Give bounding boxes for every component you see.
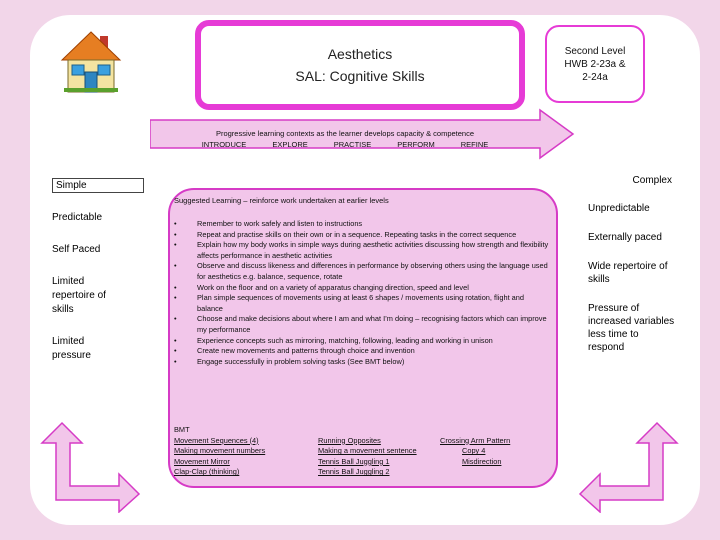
learning-list xyxy=(172,219,550,367)
simple-title: Simple xyxy=(52,178,144,193)
up-down-arrow-icon xyxy=(572,418,682,513)
list-item: • Plan simple sequences of movements using at least 6 shapes / movements using rotation, flight and balance xyxy=(172,293,550,314)
list-item: • Work on the floor and on a variety of apparatus changing direction, speed and level xyxy=(172,283,550,294)
stage-introduce: INTRODUCE xyxy=(201,140,247,149)
bmt-link[interactable]: Crossing Arm Pattern xyxy=(440,435,511,445)
progression-caption: Progressive learning contexts as the learner develops capacity & competence xyxy=(215,129,475,138)
complex-item: Wide repertoire of skills xyxy=(588,261,668,285)
list-item: • Observe and discuss likeness and differences in performance by observing others using the language used for aesthetics e.g. balance, sequence, rotate xyxy=(172,261,550,282)
home-icon[interactable] xyxy=(60,30,122,94)
level-line-3: 2-24a xyxy=(582,71,608,83)
stage-perform: PERFORM xyxy=(397,140,435,149)
bmt-link[interactable]: Tennis Ball Juggling 1 xyxy=(318,456,390,466)
simple-item: Predictable xyxy=(52,212,103,223)
complex-item: Pressure of increased variables less time to respond xyxy=(588,303,675,353)
bmt-link[interactable]: Misdirection xyxy=(462,456,502,466)
list-item: • Create new movements and patterns through choice and invention xyxy=(172,346,550,357)
up-down-arrow-icon xyxy=(37,418,147,513)
bmt-link[interactable]: Making movement numbers xyxy=(174,446,266,456)
level-box xyxy=(545,25,645,103)
list-item: • Engage successfully in problem solving tasks (See BMT below) xyxy=(172,357,550,368)
list-item: • Remember to work safely and listen to instructions xyxy=(172,219,550,230)
level-line-1: Second Level xyxy=(564,45,626,57)
list-item: • Choose and make decisions about where I am and what I’m doing – recognising factors which can improve my performance xyxy=(172,314,550,335)
bmt-link[interactable]: Clap-Clap (thinking) xyxy=(174,467,240,477)
complex-item: Externally paced xyxy=(588,232,662,243)
list-item: • Experience concepts such as mirroring, matching, following, leading and working in unison xyxy=(172,336,550,347)
complex-column xyxy=(582,175,682,354)
bmt-link[interactable]: Running Opposites xyxy=(318,435,381,445)
list-item: • Explain how my body works in simple ways during aesthetic activities discussing how strength and flexibility affects performance in aesthetic activities xyxy=(172,240,550,261)
title-line-2: SAL: Cognitive Skills xyxy=(295,68,425,84)
stage-explore: EXPLORE xyxy=(272,140,308,149)
bmt-link[interactable]: Copy 4 xyxy=(462,446,486,456)
complex-item: Unpredictable xyxy=(588,203,650,214)
simple-item: Limited repertoire of skills xyxy=(52,276,106,315)
simple-column xyxy=(52,178,162,363)
complex-title: Complex xyxy=(632,175,672,186)
bmt-link[interactable]: Movement Sequences (4) xyxy=(174,435,259,445)
bmt-title: BMT xyxy=(174,425,190,434)
bmt-section xyxy=(174,425,511,477)
suggested-learning-title: Suggested Learning – reinforce work undertaken at earlier levels xyxy=(174,196,389,205)
list-item: • Repeat and practise skills on their own or in a sequence. Repeating tasks in the correct sequence xyxy=(172,230,550,241)
bmt-link[interactable]: Movement Mirror xyxy=(174,456,230,466)
progression-text xyxy=(160,128,530,150)
title-box xyxy=(195,20,525,110)
simple-item: Limited pressure xyxy=(52,336,91,361)
title-line-1: Aesthetics xyxy=(327,46,393,62)
simple-item: Self Paced xyxy=(52,244,101,255)
stage-practise: PRACTISE xyxy=(333,140,372,149)
level-line-2: HWB 2-23a & xyxy=(564,58,626,70)
stage-refine: REFINE xyxy=(460,140,489,149)
bmt-link[interactable]: Tennis Ball Juggling 2 xyxy=(318,467,390,477)
bmt-link[interactable]: Making a movement sentence xyxy=(318,446,417,456)
